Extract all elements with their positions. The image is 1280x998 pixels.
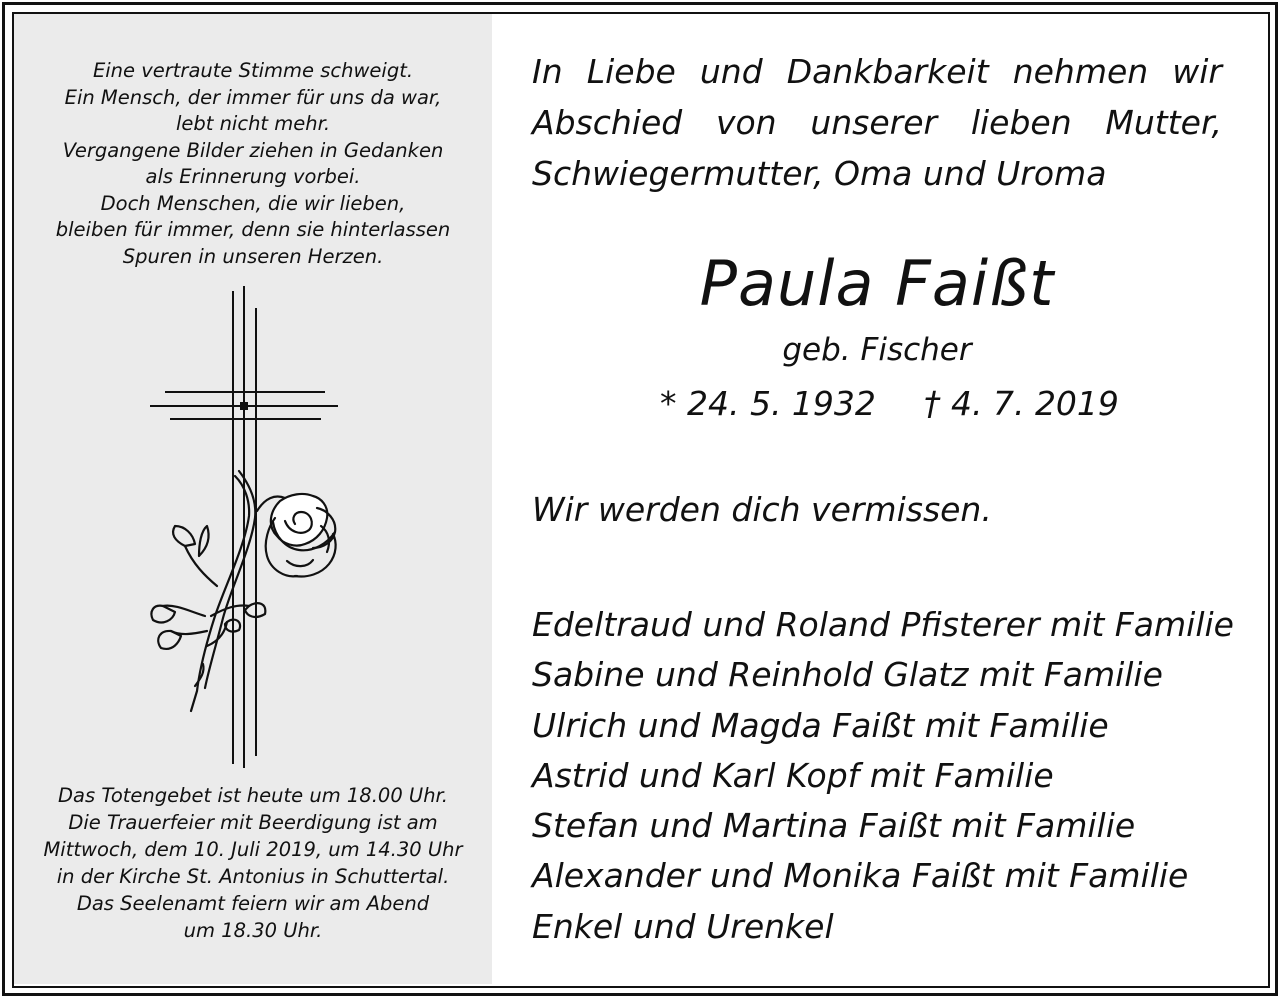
poem-line: lebt nicht mehr. [175,112,331,135]
service-line: Das Totengebet ist heute um 18.00 Uhr. [58,784,448,807]
service-line: Mittwoch, dem 10. Juli 2019, um 14.30 Uhr [43,838,463,861]
poem-line: bleiben für immer, denn sie hinterlassen [55,218,451,241]
service-line: Die Trauerfeier mit Beerdigung ist am [68,811,438,834]
mourner-entry: Astrid und Karl Kopf mit Familie [532,755,1054,795]
service-line: Das Seelenamt feiern wir am Abend [76,892,430,915]
mourner-entry: Alexander und Monika Faißt mit Familie [532,856,1189,896]
poem-line: als Erinnerung vorbei. [145,165,361,188]
mourner-entry: Enkel und Urenkel [532,906,834,946]
deceased-name: Paula Faißt [699,247,1055,320]
mourner-entry: Edeltraud und Roland Pfisterer mit Familie [532,605,1234,644]
intro-line: Schwiegermutter, Oma und Uroma [532,154,1107,193]
closing-line: Wir werden dich vermissen. [532,490,992,529]
poem-line: Spuren in unseren Herzen. [122,244,384,268]
poem-line: Ein Mensch, der immer für uns da war, [64,85,442,109]
mourners-list [532,600,1234,952]
poem-line: Doch Menschen, die wir lieben, [100,191,406,215]
mourner-entry: Ulrich und Magda Faißt mit Familie [532,705,1109,745]
service-information [14,782,492,944]
service-line: um 18.30 Uhr. [183,919,323,942]
poem-line: Vergangene Bilder ziehen in Gedanken [62,138,444,162]
memorial-poem [14,58,492,270]
poem-line: Eine vertraute Stimme schweigt. [92,59,414,82]
service-line: in der Kirche St. Antonius in Schuttertal. [56,865,450,888]
birth-date: * 24. 5. 1932 [660,384,876,423]
intro-line: In Liebe und Dankbarkeit nehmen wir [532,52,1222,91]
mourner-entry: Sabine und Reinhold Glatz mit Familie [532,655,1163,695]
death-date: † 4. 7. 2019 [924,384,1119,423]
intro-text [532,46,1222,199]
mourner-entry: Stefan und Martina Faißt mit Familie [532,806,1136,846]
intro-line: Abschied von unserer lieben Mutter, [532,103,1222,142]
birth-name: geb. Fischer [782,332,972,368]
cross-with-rose-illustration [145,286,345,768]
